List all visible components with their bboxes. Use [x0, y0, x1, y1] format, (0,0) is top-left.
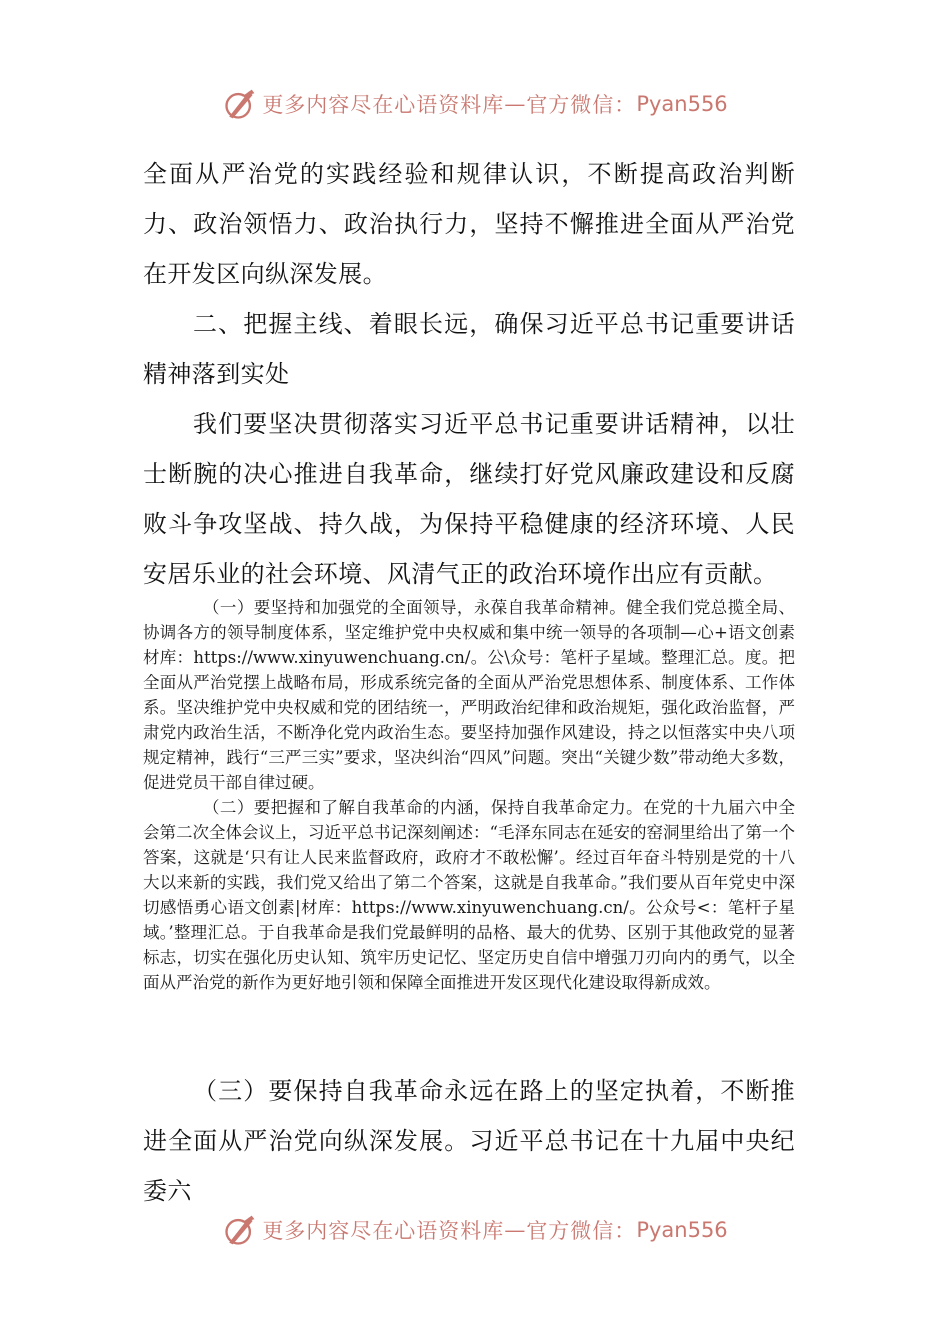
paragraph-item-3: （三）要保持自我革命永远在路上的坚定执着，不断推进全面从严治党向纵深发展。习近平总书记在十九届中央纪委六 — [143, 1077, 795, 1205]
banner-brand: 更多内容尽在心语资料库 — [262, 93, 505, 117]
banner-brand: 更多内容尽在心语资料库 — [262, 1219, 505, 1243]
quill-logo-icon — [222, 1212, 258, 1248]
banner-separator: — — [504, 92, 527, 116]
section-heading-2: 二、把握主线、着眼长远，确保习近平总书记重要讲话精神落到实处 — [143, 310, 795, 388]
banner-handle-label: 官方微信： — [526, 93, 637, 117]
paragraph-item-1: （一）要坚持和加强党的全面领导，永葆自我革命精神。健全我们党总揽全局、协调各方的领导制度体系，坚定维护党中央权威和集中统一领导的各项制—心+语文创素材库：https://www.xinyuwenchuang.cn/。公\众号：笔杆子星域。整理汇总。度。把全面从严治党摆上战略布局，形成系统完备的全面从严治党思想体系、制度体系、工作体系。坚决维护党中央权威和党的团结统一，严明政治纪律和政治规矩，强化政治监督，严肃党内政治生活，不断净化党内政治生态。要坚持加强作风建设，持之以恒落实中央八项规定精神，践行“三严三实”要求，坚决纠治“四风”问题。突出“关键少数”带动绝大多数，促进党员干部自律过硬。 — [143, 598, 795, 792]
document-body — [143, 149, 795, 599]
quill-logo-icon — [222, 86, 258, 122]
paragraph-item-2: （二）要把握和了解自我革命的内涵，保持自我革命定力。在党的十九届六中全会第二次全体会议上，习近平总书记深刻阐述：“毛泽东同志在延安的窑洞里给出了第一个答案，这就是‘只有让人民来监督政府，政府才不敢松懈’。经过百年奋斗特别是党的十八大以来新的实践，我们党又给出了第二个答案，这就是自我革命。”我们要从百年党史中深切感悟勇心语文创素|材库：https://www.xinyuwenchuang.cn/。公众号<：笔杆子星域。’整理汇总。于自我革命是我们党最鲜明的品格、最大的优势、区别于其他政党的显著标志，切实在强化历史认知、筑牢历史记忆、坚定历史自信中增强刀刃向内的勇气，以全面从严治党的新作为更好地引领和保障全面推进开发区现代化建设取得新成效。 — [143, 798, 795, 992]
paragraph-resolve: 我们要坚决贯彻落实习近平总书记重要讲话精神，以壮士断腕的决心推进自我革命，继续打好党风廉政建设和反腐败斗争攻坚战、持久战，为保持平稳健康的经济环境、人民安居乐业的社会环境、风清气正的政治环境作出应有贡献。 — [143, 410, 795, 588]
banner-handle: Pyan556 — [636, 92, 728, 116]
paragraph-intro: 全面从严治党的实践经验和规律认识，不断提高政治判断力、政治领悟力、政治执行力，坚持不懈推进全面从严治党在开发区向纵深发展。 — [143, 160, 795, 288]
banner-separator: — — [504, 1218, 527, 1242]
document-body-continued — [143, 1066, 795, 1216]
small-text-block — [143, 595, 795, 995]
footer-watermark-banner — [0, 1210, 950, 1250]
banner-handle-label: 官方微信： — [526, 1219, 637, 1243]
header-watermark-banner — [0, 84, 950, 124]
banner-handle: Pyan556 — [636, 1218, 728, 1242]
